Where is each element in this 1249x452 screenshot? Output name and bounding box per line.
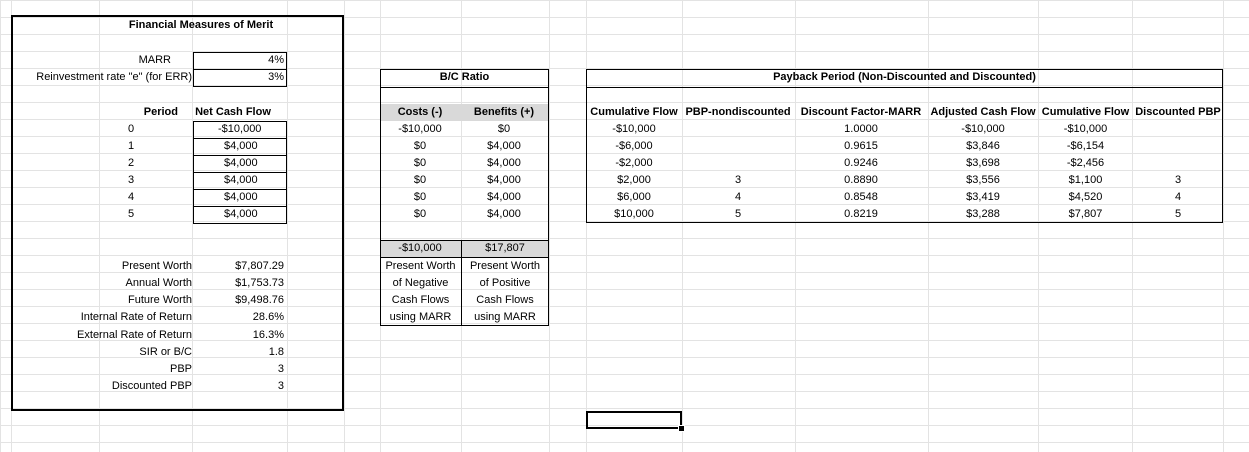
cost-note-line: Cash Flows: [391, 294, 450, 306]
measure-value: 3: [277, 363, 284, 375]
payback-cell: $3,419: [966, 191, 1000, 203]
payback-cell: -$2,456: [1066, 157, 1105, 169]
period-cell: 4: [127, 191, 135, 203]
marr-label: MARR: [138, 54, 171, 66]
payback-cell: [682, 155, 794, 172]
pw-benefit-value: $17,807: [485, 242, 525, 254]
net-cash-flow-header: Net Cash Flow: [195, 106, 271, 118]
payback-cell: $3,698: [966, 157, 1000, 169]
measure-label: Future Worth: [128, 294, 192, 306]
payback-cell: 0.8548: [844, 191, 878, 203]
payback-cell: 0.8219: [844, 208, 878, 220]
benefit-cell: $4,000: [487, 140, 521, 152]
cost-cell: -$10,000: [398, 123, 442, 135]
payback-cell: 0.8890: [844, 174, 878, 186]
payback-cell: 4: [1174, 191, 1182, 203]
cost-note-line: of Negative: [392, 277, 449, 289]
measure-value: $7,807.29: [235, 260, 284, 272]
payback-cell: -$10,000: [1063, 123, 1108, 135]
payback-cell: $4,520: [1068, 191, 1103, 203]
period-cell: 2: [127, 157, 135, 169]
net-cash-flow-cell: $4,000: [224, 140, 258, 152]
payback-title-divider: [586, 87, 1223, 88]
measure-value: 1.8: [268, 346, 284, 358]
measure-value: $1,753.73: [235, 277, 284, 289]
bc-title-divider: [380, 87, 549, 88]
payback-cell: 5: [1174, 208, 1182, 220]
measure-label: Present Worth: [121, 260, 192, 272]
payback-cell: 0.9246: [844, 157, 878, 169]
measure-label: SIR or B/C: [139, 346, 192, 358]
payback-cell: $1,100: [1068, 174, 1103, 186]
benefit-cell: $4,000: [487, 208, 521, 220]
payback-cell: $3,556: [966, 174, 1000, 186]
payback-cell: 0.9615: [844, 140, 878, 152]
payback-cell: 5: [734, 208, 742, 220]
payback-cell: 1.0000: [844, 123, 878, 135]
payback-cell: $6,000: [617, 191, 651, 203]
payback-cell: $3,846: [966, 140, 1000, 152]
marr-value: 4%: [268, 54, 284, 66]
payback-cell: -$2,000: [615, 157, 653, 169]
financial-measures-title: Financial Measures of Merit: [128, 19, 274, 31]
cost-cell: $0: [413, 191, 427, 203]
payback-cell: $7,807: [1068, 208, 1103, 220]
payback-cell: -$10,000: [961, 123, 1005, 135]
costs-header: Costs (-): [397, 106, 443, 118]
benefit-note-line: Cash Flows: [476, 294, 534, 306]
cost-cell: $0: [413, 174, 427, 186]
period-header: Period: [143, 106, 178, 118]
payback-column-header: Cumulative Flow: [1041, 106, 1130, 118]
payback-title: Payback Period (Non-Discounted and Discounted): [773, 71, 1036, 83]
payback-column-header: Discounted PBP: [1135, 106, 1221, 118]
measure-label: PBP: [169, 363, 192, 375]
benefit-cell: $0: [497, 123, 511, 135]
measure-value: $9,498.76: [235, 294, 284, 306]
net-cash-flow-cell: $4,000: [224, 157, 258, 169]
benefits-header: Benefits (+): [473, 106, 535, 118]
period-cell: 3: [127, 174, 135, 186]
benefit-cell: $4,000: [487, 174, 521, 186]
payback-cell: $10,000: [614, 208, 654, 220]
measure-label: External Rate of Return: [77, 329, 192, 341]
payback-cell: [682, 138, 794, 155]
payback-cell: -$6,000: [615, 140, 653, 152]
cost-cell: $0: [413, 157, 427, 169]
measure-value: 3: [277, 380, 284, 392]
benefit-cell: $4,000: [487, 191, 521, 203]
active-cell-selection[interactable]: [586, 411, 682, 429]
measure-label: Discounted PBP: [111, 380, 192, 392]
pw-cost-value: -$10,000: [398, 242, 442, 254]
net-cash-flow-cell: $4,000: [224, 208, 258, 220]
net-cash-flow-cell: $4,000: [224, 191, 258, 203]
cost-cell: $0: [413, 208, 427, 220]
benefit-cell: $4,000: [487, 157, 521, 169]
measure-value: 16.3%: [252, 329, 284, 341]
payback-cell: 3: [734, 174, 742, 186]
payback-cell: -$6,154: [1066, 140, 1105, 152]
cost-cell: $0: [413, 140, 427, 152]
payback-cell: 3: [1174, 174, 1182, 186]
period-cell: 1: [127, 140, 135, 152]
period-cell: 5: [127, 208, 135, 220]
cost-note-line: Present Worth: [385, 260, 456, 272]
payback-column-header: PBP-nondiscounted: [685, 106, 791, 118]
net-cash-flow-cell: -$10,000: [218, 123, 262, 135]
payback-column-header: Adjusted Cash Flow: [930, 106, 1036, 118]
cost-note-line: using MARR: [389, 311, 452, 323]
fill-handle[interactable]: [678, 425, 685, 432]
benefit-note-line: of Positive: [479, 277, 531, 289]
payback-cell: 4: [734, 191, 742, 203]
payback-cell: [1133, 121, 1223, 138]
reinvest-label: Reinvestment rate "e" (for ERR): [36, 71, 192, 83]
period-cell: 0: [127, 123, 135, 135]
measure-value: 28.6%: [252, 311, 284, 323]
payback-column-header: Discount Factor-MARR: [800, 106, 922, 118]
payback-cell: $3,288: [966, 208, 1000, 220]
net-cash-flow-cell: $4,000: [224, 174, 258, 186]
payback-cell: [682, 121, 794, 138]
benefit-note-line: Present Worth: [469, 260, 541, 272]
payback-column-header: Cumulative Flow: [590, 106, 678, 118]
payback-cell: [1133, 155, 1223, 172]
measure-label: Annual Worth: [125, 277, 192, 289]
payback-cell: -$10,000: [612, 123, 656, 135]
payback-cell: $2,000: [617, 174, 651, 186]
benefit-note-line: using MARR: [474, 311, 536, 323]
bc-ratio-title: B/C Ratio: [439, 71, 490, 83]
measure-label: Internal Rate of Return: [80, 311, 192, 323]
payback-cell: [1133, 138, 1223, 155]
reinvest-value: 3%: [268, 71, 284, 83]
